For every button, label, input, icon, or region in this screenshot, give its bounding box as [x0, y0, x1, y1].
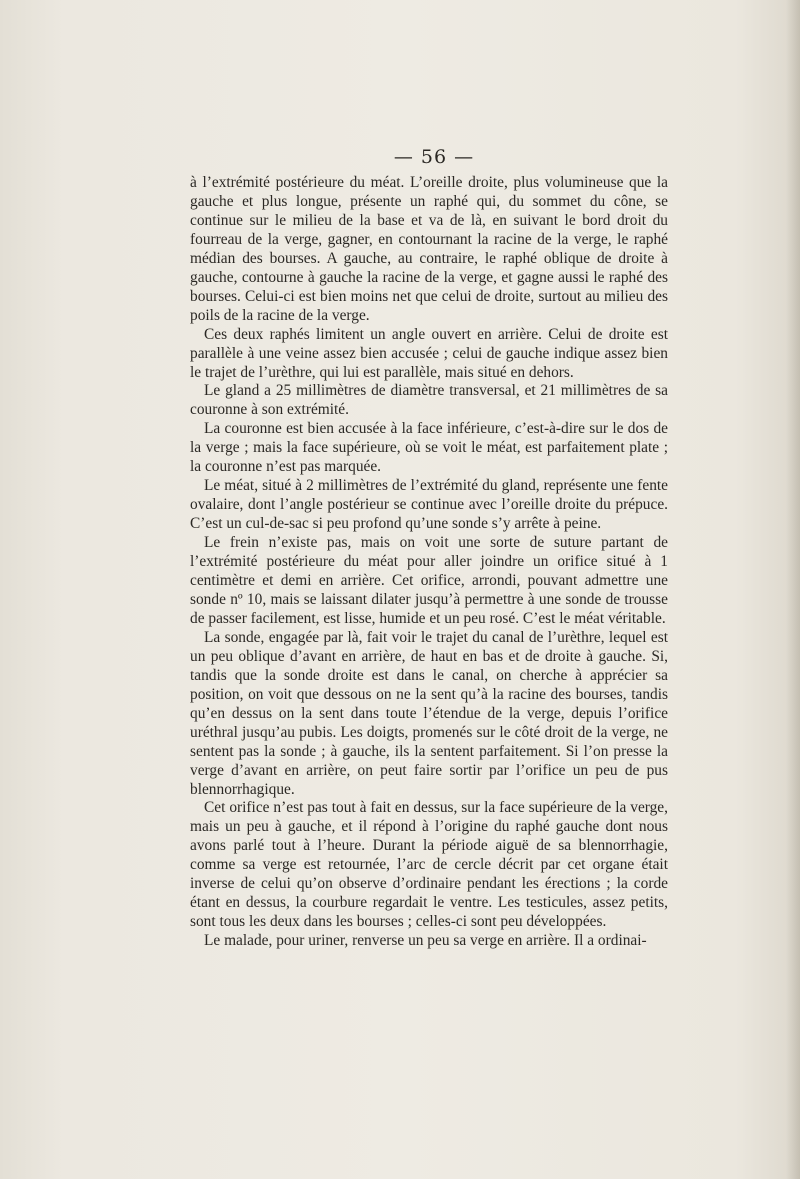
paragraph-6: Le frein n’existe pas, mais on voit une sorte de suture partant de l’extrémité postérieure du méat pour aller joindre un orifice situé à 1 centimètre et demi en arrière. Cet orifice, arrondi, pouvant admettre une sonde nº 10, mais se laissant dilater jusqu’à permettre à une sonde de trousse de passer facilement, est lisse, humide et un peu rosé. C’est le méat véritable. [190, 534, 668, 627]
body-text [190, 174, 668, 951]
paragraph-3: Le gland a 25 millimètres de diamètre transversal, et 21 millimètres de sa couronne à son extrémité. [190, 382, 668, 419]
paragraph-2: Ces deux raphés limitent un angle ouvert en arrière. Celui de droite est parallèle à une veine assez bien accusée ; celui de gauche indique assez bien le trajet de l’urèthre, qui lui est parallèle, mais situé en dehors. [190, 325, 668, 381]
paragraph-9: Le malade, pour uriner, renverse un peu sa verge en arrière. Il a ordinai- [204, 932, 647, 950]
paragraph-7: La sonde, engagée par là, fait voir le trajet du canal de l’urèthre, lequel est un peu oblique d’avant en arrière, de haut en bas et de droite à gauche. Si, tandis que la sonde droite est dans le canal, on cherche à apprécier sa position, on voit que dessous on ne la sent qu’à la racine des bourses, tandis qu’en dessus on la sent dans toute l’étendue de la verge, depuis l’orifice uréthral jusqu’au pubis. Les doigts, promenés sur le côté droit de la verge, ne sentent pas la sonde ; à gauche, ils la sentent parfaitement. Si l’on presse la verge d’avant en arrière, on peut faire sortir par l’orifice un peu de pus blennorrhagique. [190, 628, 668, 798]
paragraph-5: Le méat, situé à 2 millimètres de l’extrémité du gland, représente une fente ovalaire, dont l’angle postérieur se continue avec l’oreille droite du prépuce. C’est un cul-de-sac si peu profond qu’une sonde s’y arrête à peine. [190, 477, 668, 533]
page-number: — 56 — [393, 146, 475, 168]
paragraph-8: Cet orifice n’est pas tout à fait en dessus, sur la face supérieure de la verge, mais un peu à gauche, et il répond à l’origine du raphé gauche dont nous avons parlé tout à l’heure. Durant la période aiguë de sa blennorrhagie, comme sa verge est retournée, l’arc de cercle décrit par cet organe était inverse de celui qu’on observe d’ordinaire pendant les érections ; la corde étant en dessus, la courbure regardait le ventre. Les testicules, assez petits, sont tous les deux dans les bourses ; celles-ci sont peu développées. [190, 799, 668, 931]
paragraph-1: à l’extrémité postérieure du méat. L’oreille droite, plus volumineuse que la gauche et plus longue, présente un raphé qui, du sommet du cône, se continue sur le milieu de la base et va de là, en suivant le bord droit du fourreau de la verge, gagner, en contournant la racine de la verge, le raphé médian des bourses. A gauche, au contraire, le raphé oblique de droite à gauche, contourne à gauche la racine de la verge, et gagne aussi le raphé des bourses. Celui-ci est bien moins net que celui de droite, surtout au milieu des poils de la racine de la verge. [190, 174, 668, 324]
paragraph-4: La couronne est bien accusée à la face inférieure, c’est-à-dire sur le dos de la verge ; mais la face supérieure, où se voit le méat, est parfaitement plate ; la couronne n’est pas marquée. [190, 420, 668, 476]
page-edge-shadow [786, 0, 800, 1179]
